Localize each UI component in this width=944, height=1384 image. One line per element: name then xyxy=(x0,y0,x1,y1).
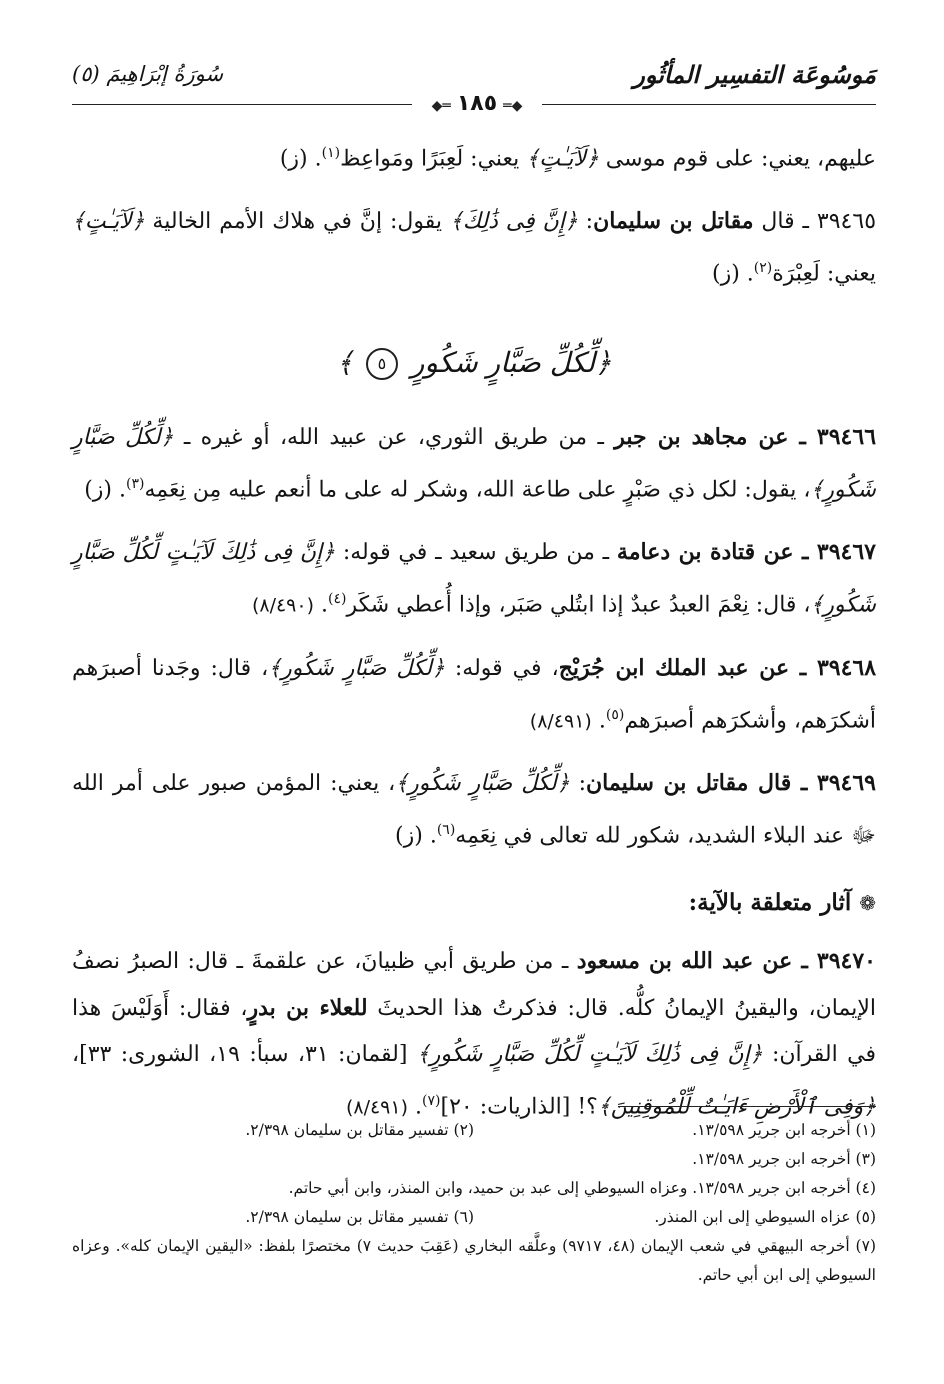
paragraph-text: ، يعني: المؤمن صبور على أمر الله ﷻ عند البلاء الشديد، شكور لله تعالى في نِعَمِه xyxy=(72,771,876,849)
narrator-name: مجاهد بن جبر xyxy=(614,424,748,451)
paragraph xyxy=(72,938,876,1130)
paragraph xyxy=(72,529,876,628)
volume-page-ref: (٨/٤٩١) xyxy=(529,710,592,733)
footnote-row xyxy=(72,1145,876,1174)
footnote-marker: (٤) xyxy=(328,591,347,608)
quran-quote: ﴿لِّكُلِّ صَبَّارٍ شَكُورٍ﴾ xyxy=(268,655,445,681)
body-text xyxy=(72,130,876,1147)
paragraph xyxy=(72,414,876,513)
paragraph-text: ، قال: وجَدنا أصبرَهم أشكرَهم، وأشكرَهم أصبرَهم xyxy=(72,655,876,734)
paragraph-text: : xyxy=(577,209,594,235)
footnote-row xyxy=(72,1174,876,1203)
footnote: (١) أخرجه ابن جرير ١٣/٥٩٨. xyxy=(692,1121,876,1139)
paragraph-text: . (ز) xyxy=(84,477,126,503)
paragraph-text: . (ز) xyxy=(712,261,754,287)
footnote-marker: (١) xyxy=(321,145,341,161)
paragraph-text: ؟! [الذاريات: ٢٠] xyxy=(440,1094,598,1120)
verse-heading xyxy=(72,346,876,381)
quran-quote: ﴿لَآيَـٰتٍ﴾ xyxy=(526,146,599,172)
narration-number: ٣٩٤٦٧ ـ عن xyxy=(755,539,876,566)
paragraph xyxy=(72,760,876,859)
paragraph-group xyxy=(72,414,876,859)
paragraph-text: . xyxy=(408,1094,423,1120)
quran-quote: ﴿إِنَّ فِى ذَٰلِكَ لَآيَـٰتٍ لِّكُلِّ صَبَّارٍ شَكُورٍ﴾ xyxy=(72,540,876,618)
footnote-row xyxy=(72,1203,876,1232)
quran-quote: ﴿لِّكُلِّ صَبَّارٍ شَكُورٍ﴾ xyxy=(72,425,876,503)
quran-quote: ﴿لَآيَـٰتٍ﴾ xyxy=(72,209,145,235)
footnote-row xyxy=(72,1116,876,1145)
book-title: مَوسُوعَة التفسِير المأثُور xyxy=(633,60,876,89)
paragraph xyxy=(72,645,876,744)
paragraph-text: ، قال: نِعْمَ العبدُ عبدٌ إذا ابتُلي صَبَر، وإذا أُعطي شَكَر xyxy=(346,592,811,618)
footnote: (٢) تفسير مقاتل بن سليمان ٢/٣٩٨. xyxy=(245,1121,474,1139)
verse-number: ٥ xyxy=(366,348,398,380)
paragraph-group xyxy=(72,130,876,298)
footnote-row xyxy=(72,1232,876,1290)
paragraph-text: ، في قوله: xyxy=(444,655,559,681)
paragraph-text: ـ من طريق الثوري، عن عبيد الله، أو غيره ـ xyxy=(173,425,615,451)
narrator-name: مقاتل بن سليمان xyxy=(593,208,754,235)
quran-quote: ﴿إِنَّ فِى ذَٰلِكَ﴾ xyxy=(449,209,578,235)
narration-number: ٣٩٤٦٩ ـ قال xyxy=(748,770,876,797)
footnote-marker: (٢) xyxy=(753,260,773,277)
narration-number: ٣٩٤٧٠ ـ عن xyxy=(753,948,876,975)
paragraph-text: . xyxy=(314,592,329,618)
footnote: (٧) أخرجه البيهقي في شعب الإيمان (٤٨، ٩٧١٧) وعلَّقه البخاري (عَقِبَ حديث ٧) مختصرًا بلفظ: «اليقين الإيمان كله». وعزاه السيوطي إلى ابن أبي حاتم. xyxy=(72,1237,876,1284)
quran-quote: ﴿إِنَّ فِى ذَٰلِكَ لَآيَـٰتٍ لِّكُلِّ صَبَّارٍ شَكُورٍ﴾ xyxy=(416,1042,763,1068)
narrator-name: قتادة بن دعامة xyxy=(616,539,756,566)
paragraph-text: يعني: لَعِبْرَة xyxy=(772,261,876,287)
narration-number: ٣٩٤٦٦ ـ عن xyxy=(747,424,877,451)
footnote-marker: (٥) xyxy=(605,706,625,723)
narrator-name: عبد الملك ابن جُرَيْج xyxy=(558,654,749,681)
footnote-marker: (٣) xyxy=(125,476,145,493)
paragraph-text: [لقمان: ٣١، سبأ: ١٩، الشورى: ٣٣]، xyxy=(72,1042,417,1068)
quran-quote: ﴿وَفِى ٱلْأَرْضِ ءَايَـٰتٌ لِّلْمُوقِنِينَ﴾ xyxy=(597,1094,876,1120)
ornament-icon: ═◆ xyxy=(503,97,523,114)
paragraph-text: ٣٩٤٦٥ ـ قال xyxy=(753,209,877,235)
footnote: (٣) أخرجه ابن جرير ١٣/٥٩٨. xyxy=(692,1150,876,1168)
section-heading-text: آثار متعلقة بالآية: xyxy=(688,889,852,917)
paragraph-text: ـ من طريق سعيد ـ في قوله: xyxy=(335,540,617,566)
quran-quote: ﴿لِّكُلِّ صَبَّارٍ شَكُورٍ﴾ xyxy=(395,771,570,797)
verse-close: ﴾ xyxy=(336,345,353,379)
narration-number: ٣٩٤٦٨ ـ عن xyxy=(748,654,877,681)
section-heading xyxy=(72,889,876,916)
paragraph-text: . xyxy=(591,708,606,734)
footnote: (٤) أخرجه ابن جرير ١٣/٥٩٨. وعزاه السيوطي إلى عبد بن حميد، وابن المنذر، وابن أبي حاتم. xyxy=(288,1179,876,1197)
paragraph xyxy=(72,130,876,182)
footnote: (٦) تفسير مقاتل بن سليمان ٢/٣٩٨. xyxy=(245,1208,474,1226)
paragraph-text: ، يقول: لكل ذي صَبْرٍ على طاعة الله، وشكر له على ما أنعم عليه مِن نِعَمِه xyxy=(144,477,811,503)
paragraph-text: يقول: إنَّ في هلاك الأمم الخالية xyxy=(144,209,450,235)
volume-page-ref: (٨/٤٩١) xyxy=(345,1096,409,1119)
paragraph-text: عليهم، يعني: على قوم موسى xyxy=(598,146,876,172)
footnote: (٥) عزاه السيوطي إلى ابن المنذر. xyxy=(654,1208,876,1226)
ornament-icon: ◆═ xyxy=(431,97,451,114)
paragraph xyxy=(72,198,876,297)
footnote-marker: (٧) xyxy=(422,1093,441,1110)
sura-title: سُورَةُ إبْرَاهِيمَ (٥) xyxy=(72,62,224,86)
footnote-marker: (٦) xyxy=(436,822,456,839)
paragraph-text: . (ز) xyxy=(395,823,437,849)
footnote-rule xyxy=(618,1106,876,1107)
narrator-name: مقاتل بن سليمان xyxy=(586,770,749,797)
verse-text: ﴿لِّكُلِّ صَبَّارٍ شَكُورٍ xyxy=(410,345,612,379)
volume-page-ref: (٨/٤٩٠) xyxy=(251,594,315,617)
narrator-name: عبد الله بن مسعود xyxy=(576,948,754,975)
paragraph-text: . (ز) xyxy=(279,146,322,172)
paragraph-text: يعني: لَعِبَرًا ومَواعِظ xyxy=(340,146,527,172)
page-number-box xyxy=(412,90,542,118)
narrator-name: للعلاء بن بدرٍ xyxy=(247,995,368,1022)
paragraph-text: ، فقال: أَوَلَيْسَ هذا في القرآن: xyxy=(72,996,876,1068)
paragraph-group xyxy=(72,938,876,1130)
flower-ornament-icon: ❁ xyxy=(859,891,876,916)
page-number: ١٨٥ xyxy=(456,91,498,116)
paragraph-text: : xyxy=(569,771,587,797)
paragraph-text: ـ من طريق أبي ظبيانَ، عن علقمةَ ـ قال: الصبرُ نصفُ الإيمان، واليقينُ الإيمانُ كلُّه. قال: فذكرتُ هذا الحديثَ xyxy=(72,949,876,1022)
footnotes xyxy=(72,1116,876,1290)
